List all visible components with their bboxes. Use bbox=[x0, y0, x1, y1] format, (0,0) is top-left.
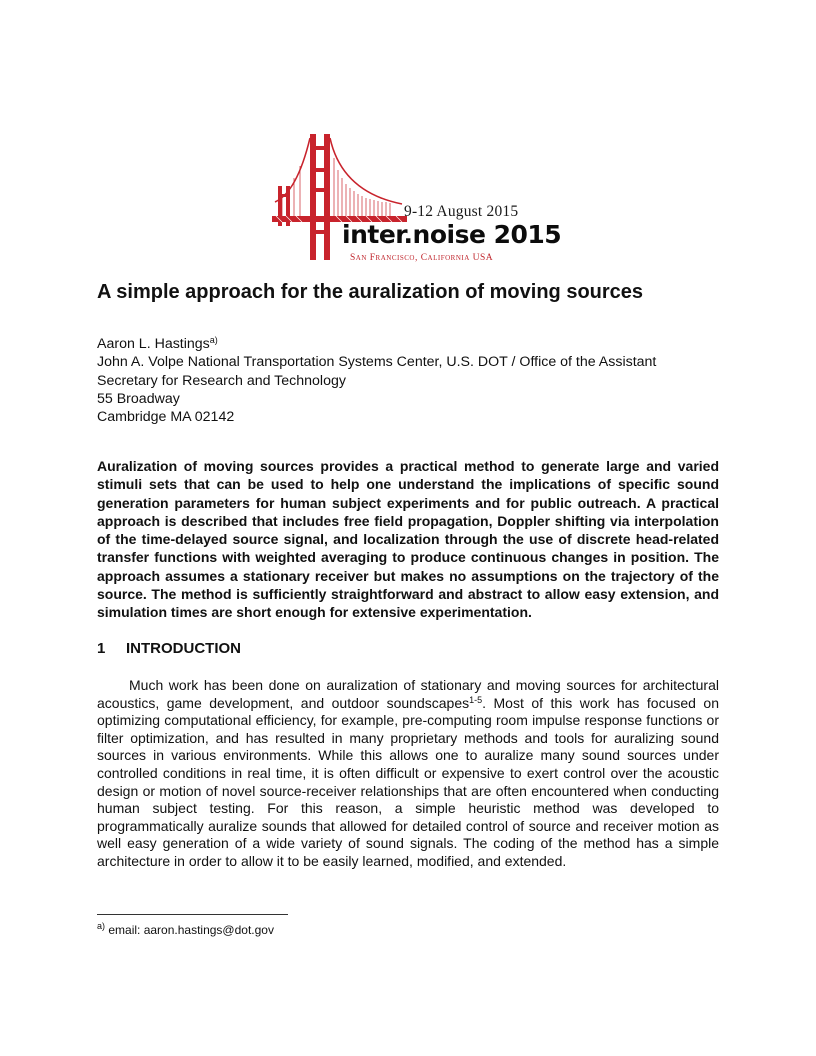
section-heading bbox=[97, 640, 241, 657]
section-number: 1 bbox=[97, 640, 106, 657]
introduction-paragraph bbox=[97, 677, 719, 871]
paragraph-text: . Most of this work has focused on optimizing computational efficiency, for example, pre-computing room impulse response functions or filter optimization, and has resulted in many proprietary methods and tools for auralizing sound sources in various environments. While this allows one to auralize many sound sources under controlled conditions in real time, it is often difficult or expensive to exert control over the acoustic design or motion of novel source-receiver relationships that are often encountered when conducting human subject testing. For this reason, a simple heuristic method was developed to programmatically auralize sounds that allowed for detailed control of source and receiver motion as well easy generation of a wide variety of sound signals. The coding of the method has a simple architecture in order to allow it to be easily learned, modified, and extended. bbox=[97, 694, 719, 869]
paragraph-text: Much work has been done on auralization of stationary and moving sources for architectural acoustics, game development, and outdoor soundscapes bbox=[97, 677, 719, 711]
footnote-email: email: aaron.hastings@dot.gov bbox=[108, 923, 274, 937]
conference-name: inter.noise 2015 bbox=[342, 220, 562, 249]
author-line bbox=[97, 335, 656, 353]
affiliation-line: Secretary for Research and Technology bbox=[97, 372, 346, 389]
footnote-mark: a) bbox=[97, 921, 106, 931]
conference-date: 9-12 August 2015 bbox=[404, 203, 519, 220]
footnote-rule bbox=[97, 914, 288, 915]
paper-title: A simple approach for the auralization of moving sources bbox=[97, 281, 644, 303]
conference-location: San Francisco, California USA bbox=[350, 253, 494, 263]
address-line: Cambridge MA 02142 bbox=[97, 409, 235, 426]
section-title: INTRODUCTION bbox=[126, 640, 241, 657]
author-footnote-mark: a) bbox=[209, 335, 218, 345]
citation-mark: 1-5 bbox=[469, 694, 483, 705]
address-line: 55 Broadway bbox=[97, 390, 180, 407]
abstract: Auralization of moving sources provides a practical method to generate large and varied stimuli sets that can be used to help one understand the implications of specific sound generation parameters for human subject experiments and for public outreach. A practical approach is described that includes free field propagation, Doppler shifting via interpolation of the time-delayed source signal, and localization through the use of discrete head-related transfer functions with weighted averaging to produce continuous changes in position. The approach assumes a stationary receiver but makes no assumptions on the trajectory of the source. The method is sufficiently straightforward and abstract to allow easy extension, and simulation times are short enough for extensive experimentation. bbox=[97, 458, 719, 621]
footnote bbox=[97, 923, 274, 937]
affiliation-line: John A. Volpe National Transportation Systems Center, U.S. DOT / Office of the Assistant bbox=[97, 354, 657, 371]
author-name: Aaron L. Hastings bbox=[97, 336, 210, 352]
author-block bbox=[97, 335, 656, 426]
